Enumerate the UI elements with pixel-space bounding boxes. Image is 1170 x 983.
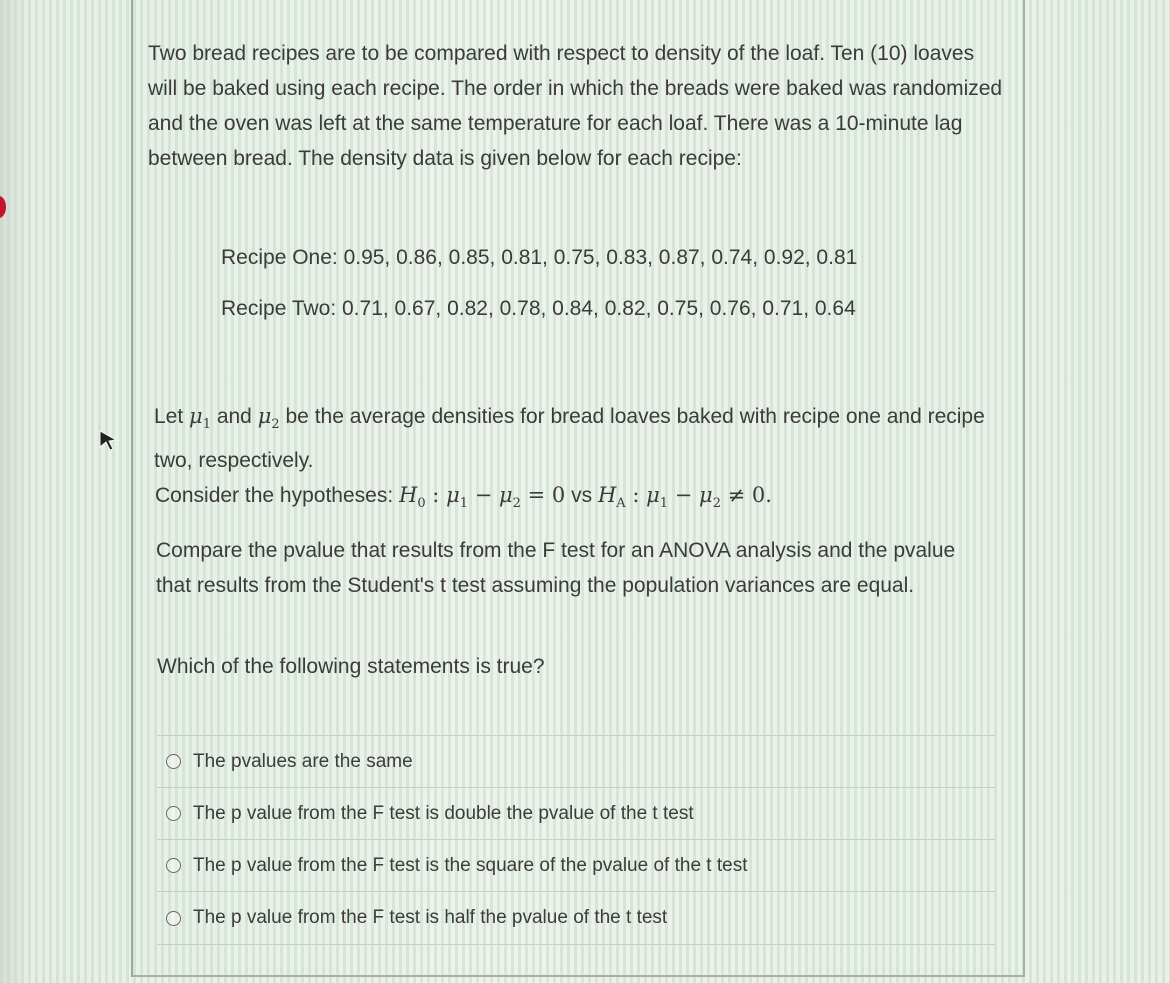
- answer-option[interactable]: [157, 787, 995, 839]
- compare-instruction: Compare the pvalue that results from the F test for an ANOVA analysis and the pvalue that results from the Student's t test assuming the population variances are equal.: [156, 539, 956, 597]
- answer-option-label: The p value from the F test is double the pvalue of the t test: [193, 802, 694, 824]
- question-prompt: Which of the following statements is true?: [157, 655, 545, 678]
- answer-options: [157, 735, 995, 945]
- answer-option-label: The p value from the F test is the square of the pvalue of the t test: [193, 854, 748, 876]
- hypotheses-prefix: Consider the hypotheses:: [155, 484, 394, 507]
- recipe-two-data: Recipe Two: 0.71, 0.67, 0.82, 0.78, 0.84, 0.82, 0.75, 0.76, 0.71, 0.64: [221, 297, 856, 320]
- question-intro: Two bread recipes are to be compared with respect to density of the loaf. Ten (10) loaves will be baked using each recipe. The order in which the breads were baked was randomized and the oven was left at the same temperature for each loaf. There was a 10-minute lag between bread. The density data is given below for each recipe:: [148, 42, 1003, 170]
- let-rest: be the average densities for bread loaves baked with recipe one and recipe two, respectively.: [154, 405, 985, 473]
- screen-edge: [0, 0, 30, 983]
- let-and: and: [216, 405, 252, 428]
- mu-one: $\mu_1$: [189, 404, 211, 433]
- answer-option[interactable]: [157, 891, 995, 945]
- radio-unselected-icon[interactable]: [166, 911, 181, 926]
- answer-option[interactable]: [157, 735, 995, 787]
- hypotheses-statement: [155, 483, 1005, 511]
- answer-option-label: The p value from the F test is half the pvalue of the t test: [193, 907, 668, 928]
- recipe-one-data: Recipe One: 0.95, 0.86, 0.85, 0.81, 0.75, 0.83, 0.87, 0.74, 0.92, 0.81: [221, 246, 858, 269]
- null-hypothesis: $H_0$ : $\mu_1 - \mu_2 = 0$: [399, 483, 566, 512]
- mu-two: $\mu_2$: [257, 404, 280, 433]
- alternative-hypothesis: $H_A$ : $\mu_1 - \mu_2 \ne 0$.: [597, 483, 772, 512]
- radio-unselected-icon[interactable]: [166, 858, 181, 873]
- arrow-cursor-icon: [96, 428, 120, 452]
- radio-unselected-icon[interactable]: [166, 806, 181, 821]
- radio-unselected-icon[interactable]: [166, 754, 181, 769]
- let-prefix: Let: [154, 405, 184, 428]
- hypotheses-vs: vs: [571, 484, 593, 507]
- mean-definition: [154, 398, 1004, 479]
- answer-option-label: The pvalues are the same: [193, 750, 413, 772]
- answer-option[interactable]: [157, 839, 995, 891]
